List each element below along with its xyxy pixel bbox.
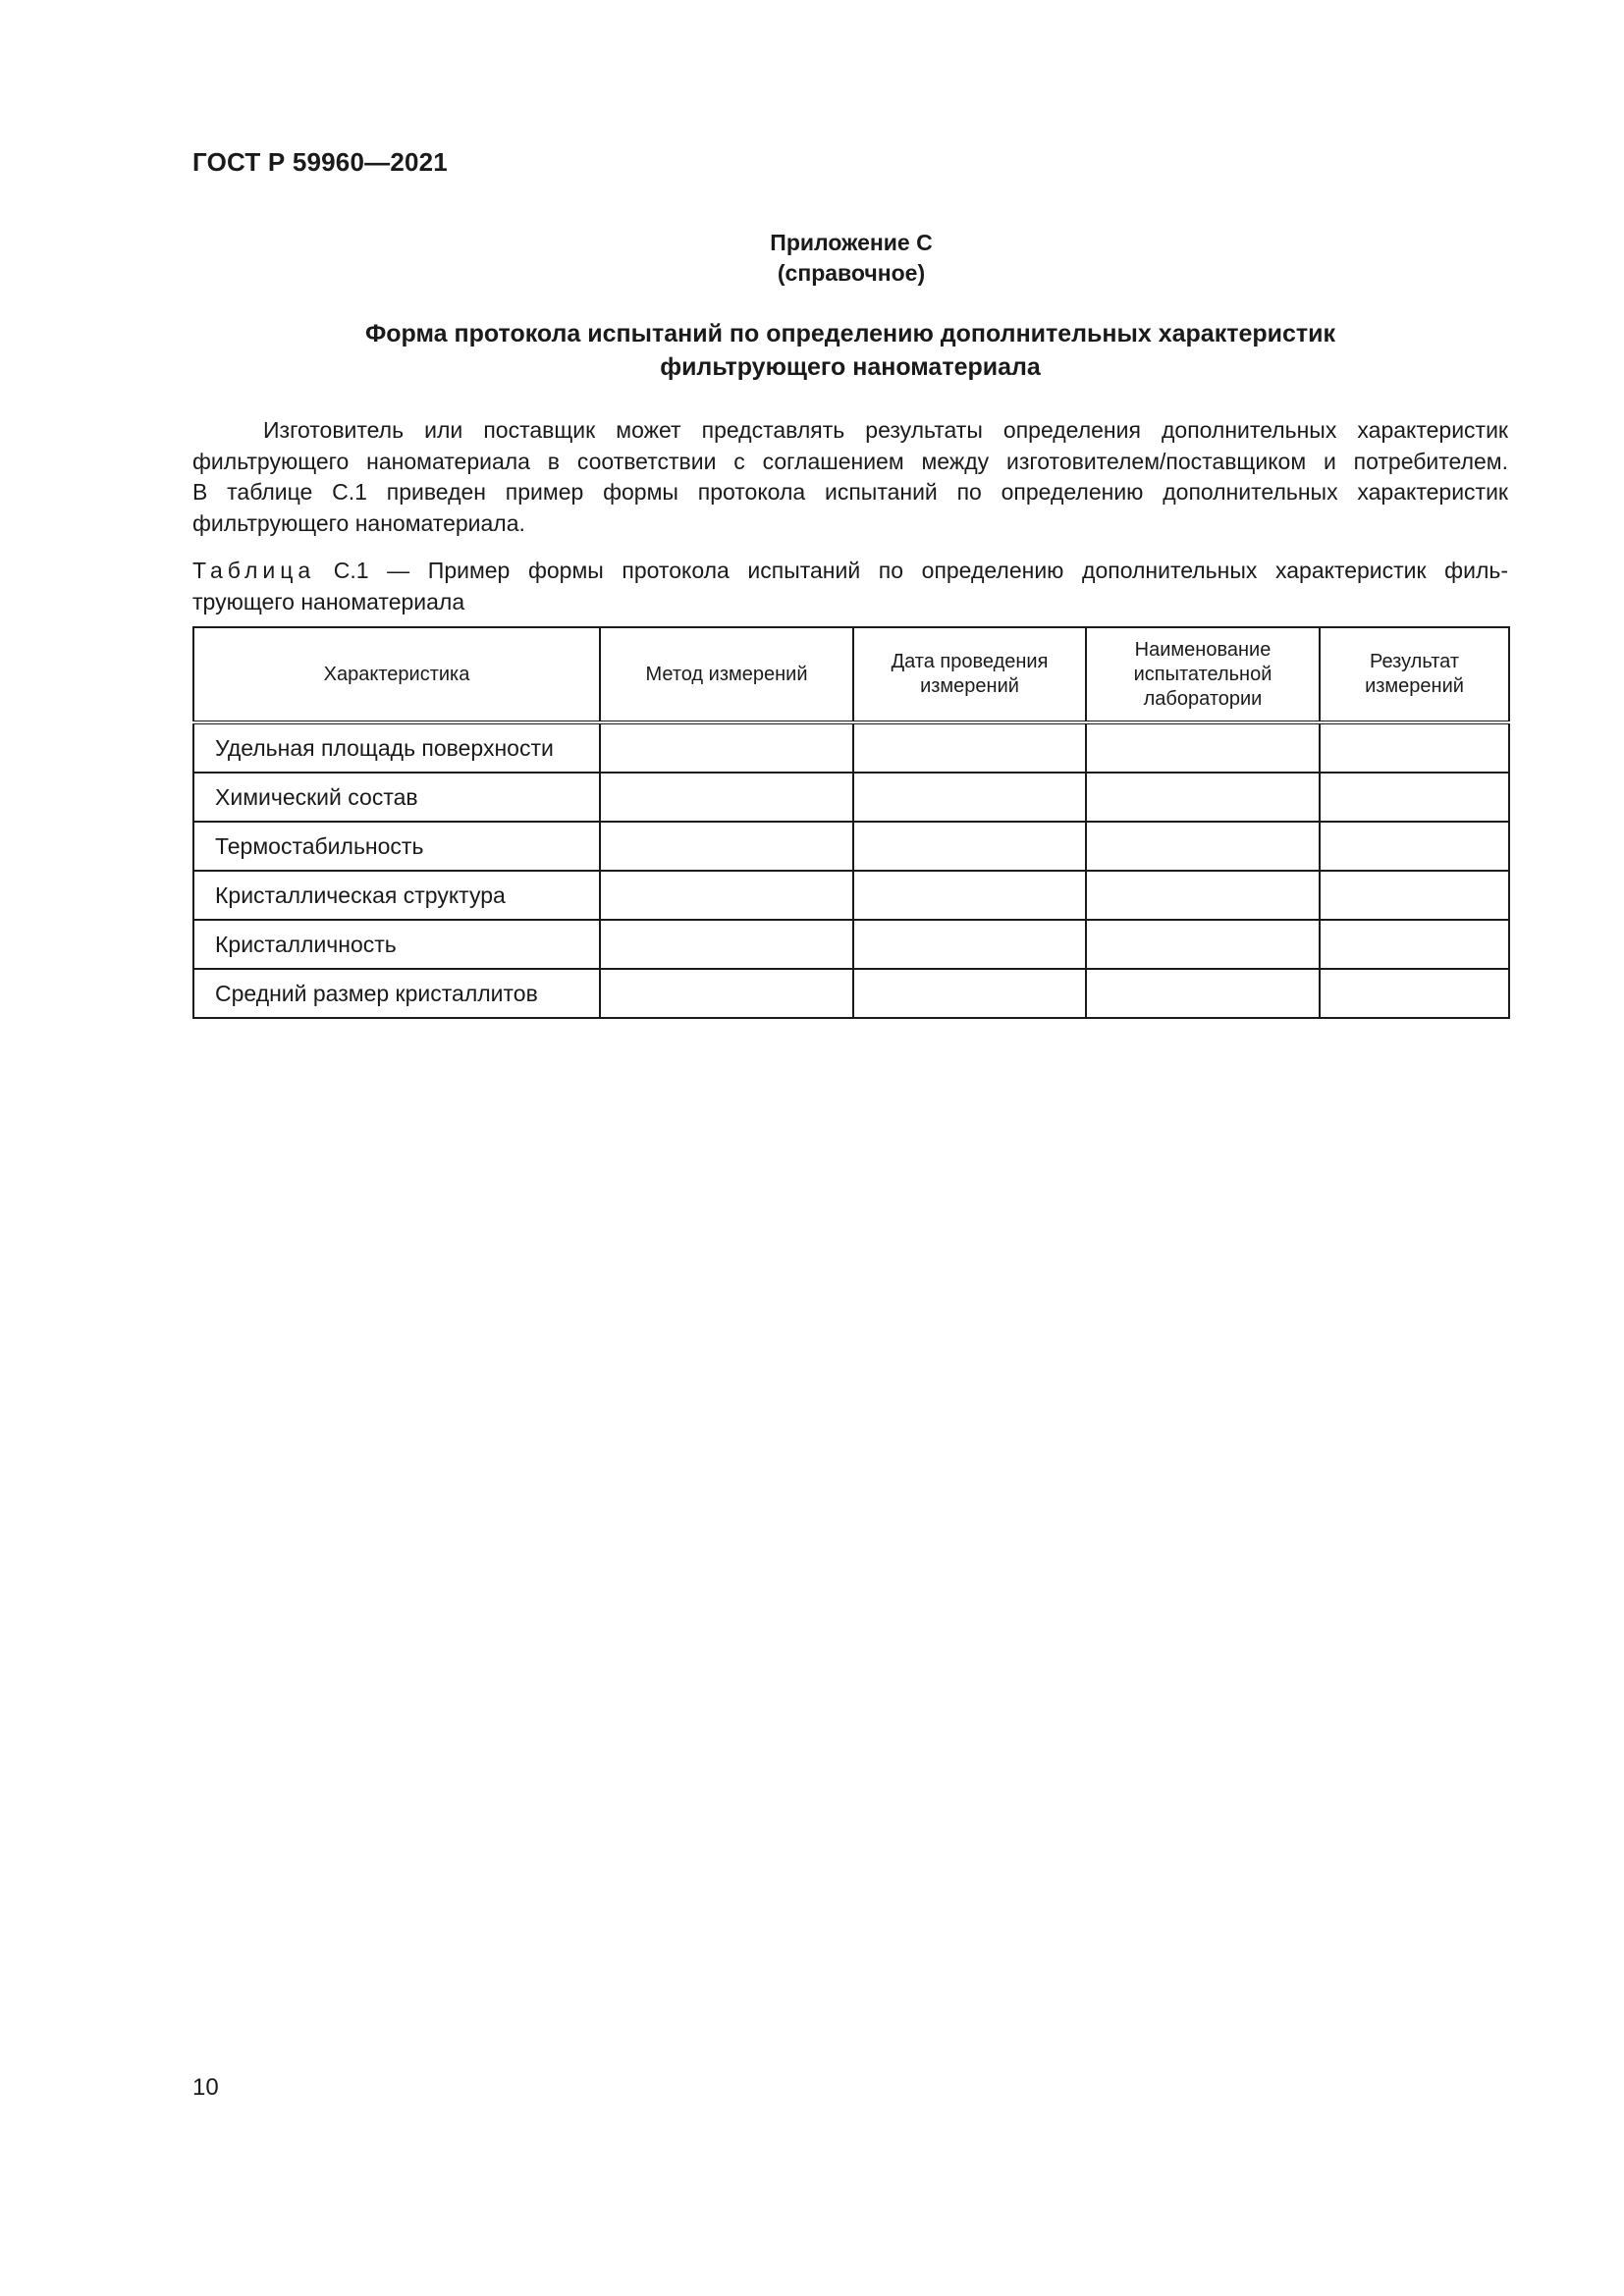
intro-line-4: фильтрующего наноматериала. xyxy=(192,509,525,536)
table-header-row xyxy=(193,627,1509,722)
row-characteristic: Средний размер кристаллитов xyxy=(193,969,600,1018)
appendix-title: Приложение С xyxy=(770,230,933,255)
cell-result[interactable] xyxy=(1320,722,1509,773)
cell-laboratory[interactable] xyxy=(1086,969,1320,1018)
table-caption-line-1: С.1 — Пример формы протокола испытаний по определению дополнительных характеристик филь- xyxy=(333,558,1509,583)
intro-paragraph xyxy=(192,415,1508,539)
table-row xyxy=(193,969,1509,1018)
table-caption-label: Таблица xyxy=(192,558,316,583)
cell-date[interactable] xyxy=(853,722,1086,773)
cell-result[interactable] xyxy=(1320,822,1509,871)
section-title-line-1: Форма протокола испытаний по определению дополнительных характеристик xyxy=(364,320,1336,347)
header-characteristic: Характеристика xyxy=(193,627,600,722)
cell-laboratory[interactable] xyxy=(1086,773,1320,822)
row-characteristic: Кристаллическая структура xyxy=(193,871,600,920)
table-row xyxy=(193,822,1509,871)
cell-method[interactable] xyxy=(600,822,853,871)
header-method: Метод измерений xyxy=(600,627,853,722)
row-characteristic: Удельная площадь поверхности xyxy=(193,722,600,773)
cell-result[interactable] xyxy=(1320,969,1509,1018)
cell-date[interactable] xyxy=(853,871,1086,920)
page-number: 10 xyxy=(192,2074,219,2101)
cell-method[interactable] xyxy=(600,722,853,773)
table-row xyxy=(193,920,1509,969)
cell-date[interactable] xyxy=(853,920,1086,969)
table-caption xyxy=(192,556,1508,617)
cell-laboratory[interactable] xyxy=(1086,871,1320,920)
cell-date[interactable] xyxy=(853,822,1086,871)
row-characteristic: Кристалличность xyxy=(193,920,600,969)
cell-laboratory[interactable] xyxy=(1086,920,1320,969)
cell-result[interactable] xyxy=(1320,920,1509,969)
appendix-type: (справочное) xyxy=(777,260,926,286)
cell-method[interactable] xyxy=(600,920,853,969)
table-row xyxy=(193,773,1509,822)
cell-date[interactable] xyxy=(853,773,1086,822)
intro-line-2: фильтрующего наноматериала в соответствии с соглашением между изготовителем/поставщиком и потребителем. xyxy=(192,448,1508,474)
header-date: Дата проведения измерений xyxy=(853,627,1086,722)
protocol-table xyxy=(192,626,1510,1019)
cell-method[interactable] xyxy=(600,773,853,822)
table-row xyxy=(193,871,1509,920)
appendix-heading xyxy=(0,228,1624,289)
intro-line-1: Изготовитель или поставщик может представлять результаты определения дополнительных характеристик xyxy=(263,417,1508,443)
header-laboratory: Наименование испытательной лаборатории xyxy=(1086,627,1320,722)
header-result: Результат измерений xyxy=(1320,627,1509,722)
section-title xyxy=(192,317,1508,384)
table-caption-line-2: трующего наноматериала xyxy=(192,588,465,614)
table-row xyxy=(193,722,1509,773)
intro-line-3: В таблице С.1 приведен пример формы протокола испытаний по определению дополнительных характеристик xyxy=(192,479,1508,505)
cell-laboratory[interactable] xyxy=(1086,722,1320,773)
row-characteristic: Термостабильность xyxy=(193,822,600,871)
cell-date[interactable] xyxy=(853,969,1086,1018)
section-title-line-2: фильтрующего наноматериала xyxy=(660,353,1041,381)
row-characteristic: Химический состав xyxy=(193,773,600,822)
document-code: ГОСТ Р 59960—2021 xyxy=(192,147,448,177)
cell-result[interactable] xyxy=(1320,773,1509,822)
cell-method[interactable] xyxy=(600,969,853,1018)
cell-laboratory[interactable] xyxy=(1086,822,1320,871)
cell-method[interactable] xyxy=(600,871,853,920)
cell-result[interactable] xyxy=(1320,871,1509,920)
